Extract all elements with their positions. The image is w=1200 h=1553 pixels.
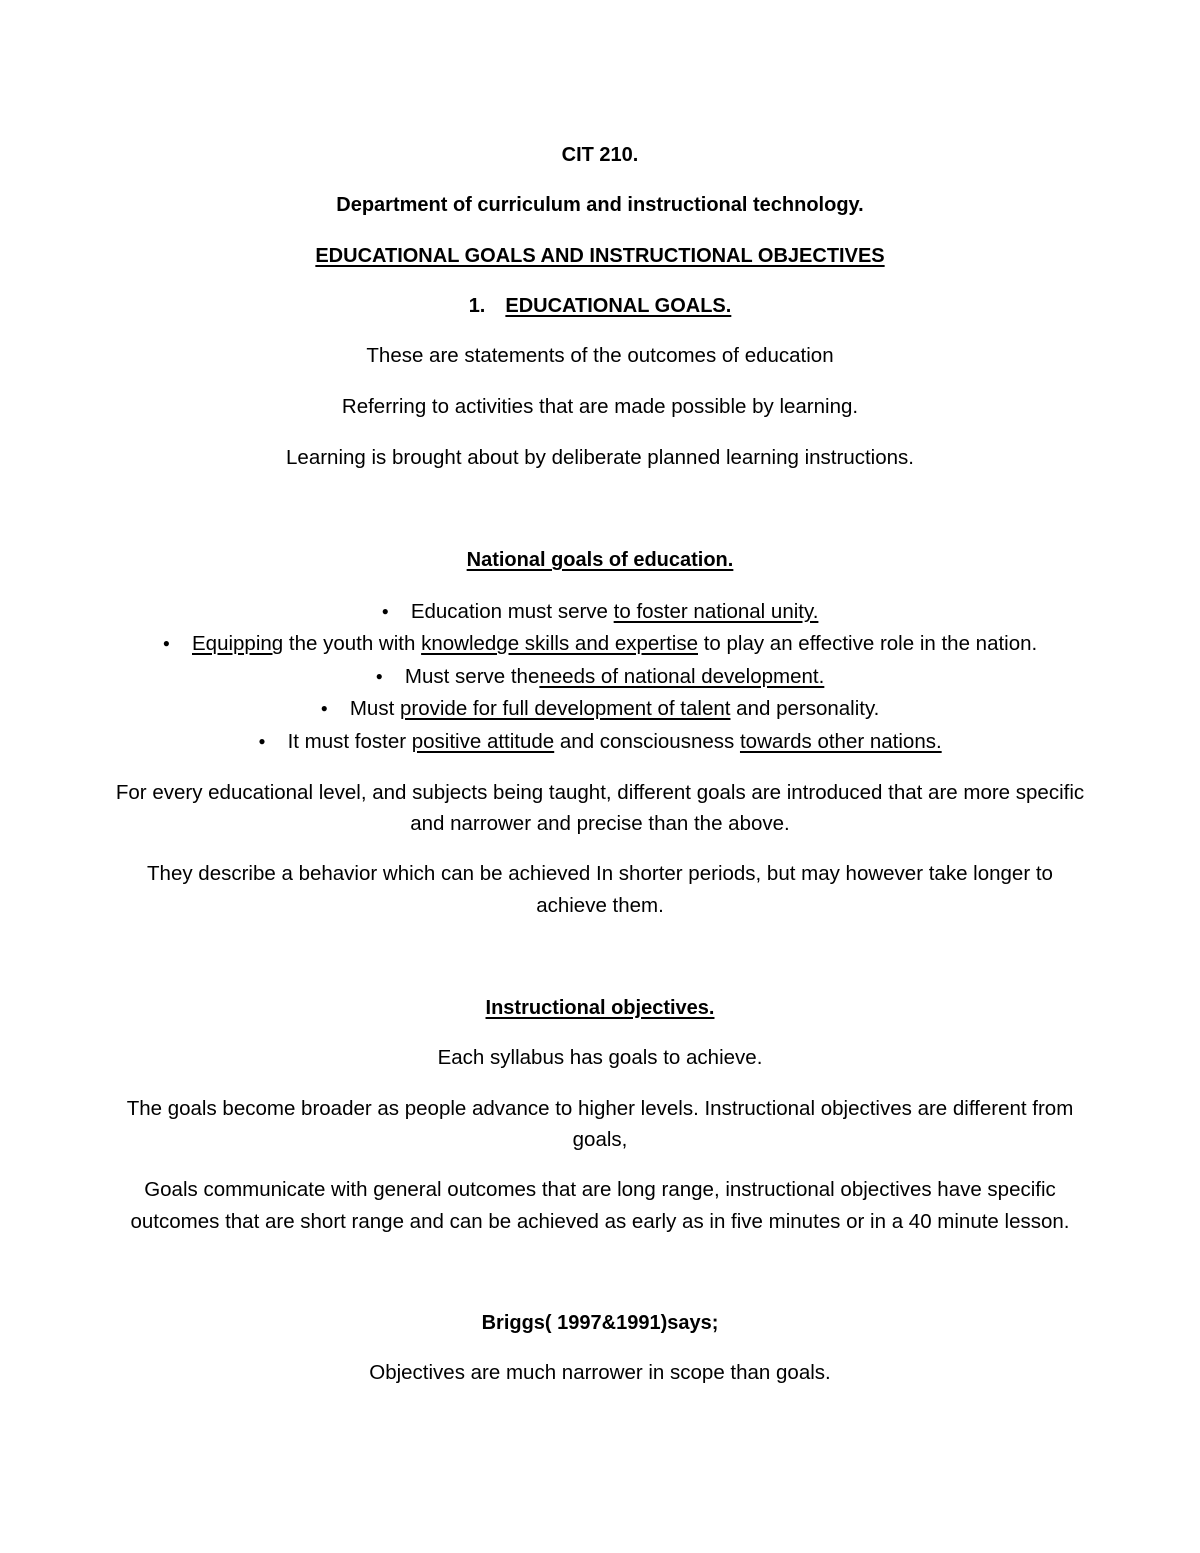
bullet-text: and consciousness (554, 730, 740, 753)
section1-line: Referring to activities that are made possible by learning. (341, 395, 859, 418)
paragraph-line: The goals become broader as people advance to higher levels. Instructional objectives are different from (126, 1097, 1074, 1120)
section1-number: 1. (468, 295, 486, 317)
bullet-item (0, 665, 1200, 691)
bullet-item (0, 600, 1200, 626)
briggs-heading: Briggs( 1997&1991)says; (481, 1312, 719, 1334)
main-title (0, 244, 1200, 268)
paragraph-line: Goals communicate with general outcomes that are long range, instructional objectives have specific (144, 1178, 1056, 1201)
paragraph-line: They describe a behavior which can be achieved In shorter periods, but may however take longer to (147, 862, 1053, 885)
section1-line: These are statements of the outcomes of education (366, 344, 834, 367)
bullet-underlined-text: to foster national unity. (613, 600, 819, 623)
section1-line: Learning is brought about by deliberate planned learning instructions. (286, 446, 914, 469)
bullet-item (0, 730, 1200, 756)
paragraph-line: Objectives are much narrower in scope than goals. (369, 1361, 831, 1384)
bullet-text: and personality. (730, 697, 880, 720)
paragraph-line: Each syllabus has goals to achieve. (437, 1046, 763, 1069)
national-goals-heading-text: National goals of education. (466, 549, 734, 571)
bullet-text: to play an effective role in the nation. (698, 632, 1038, 655)
department-name: Department of curriculum and instructional technology. (336, 194, 864, 216)
bullet-underlined-text: towards other nations. (739, 730, 942, 753)
instructional-heading-text: Instructional objectives. (485, 997, 715, 1019)
bullet-text: Must (349, 697, 400, 720)
bullet-text: It must foster (287, 730, 412, 753)
main-title-text: EDUCATIONAL GOALS AND INSTRUCTIONAL OBJECTIVES (315, 245, 885, 267)
bullet-underlined-text: needs of national development. (539, 665, 825, 688)
paragraph-line: goals, (572, 1128, 628, 1151)
bullet-underlined-text: knowledge skills and expertise (421, 632, 698, 655)
bullet-text: Education must serve (410, 600, 614, 623)
course-code: CIT 210. (561, 144, 639, 166)
paragraph-line: For every educational level, and subjects being taught, different goals are introduced that are more specific (115, 781, 1085, 804)
section1-title: EDUCATIONAL GOALS. (505, 295, 732, 317)
paragraph-line: achieve them. (536, 894, 664, 917)
bullet-underlined-text: provide for full development of talent (399, 697, 731, 720)
paragraph-line: outcomes that are short range and can be achieved as early as in five minutes or in a 40 minute lesson. (130, 1210, 1070, 1233)
bullet-item (0, 632, 1200, 658)
paragraph-line: and narrower and precise than the above. (410, 812, 790, 835)
section1-heading (0, 294, 1200, 318)
bullet-text: Must serve the (404, 665, 540, 688)
bullet-underlined-text: positive attitude (411, 730, 555, 753)
bullet-underlined-text: Equipping (192, 632, 284, 655)
instructional-heading (0, 996, 1200, 1020)
bullet-item (0, 697, 1200, 723)
bullet-text: the youth with (283, 632, 422, 655)
national-goals-heading (0, 548, 1200, 572)
